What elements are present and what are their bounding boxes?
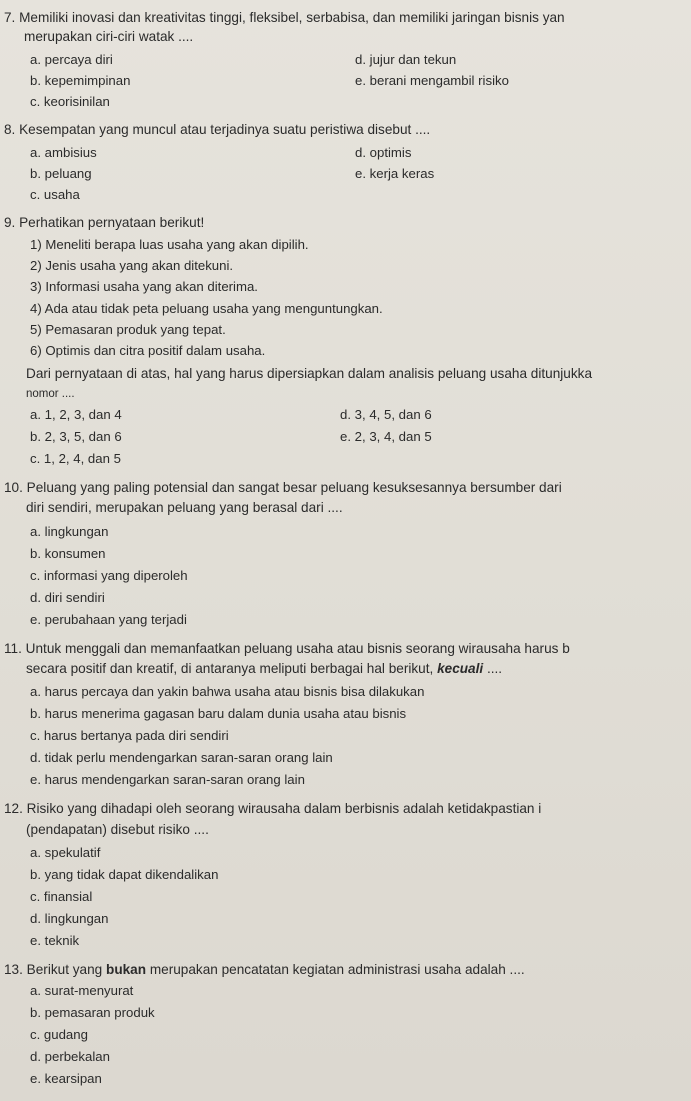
q9-option-e: e. 2, 3, 4, dan 5: [340, 429, 432, 444]
q13-option-e: e. kearsipan: [30, 1071, 102, 1086]
q7-option-c: c. keorisinilan: [30, 94, 110, 109]
q11-stem-ellipsis: ....: [483, 661, 503, 676]
q8-option-c: c. usaha: [30, 187, 80, 202]
q9-statement-5: 5) Pemasaran produk yang tepat.: [30, 322, 226, 337]
q7-option-a: a. percaya diri: [30, 52, 113, 67]
q9-option-c: c. 1, 2, 4, dan 5: [30, 451, 121, 466]
q10-option-c: c. informasi yang diperoleh: [30, 568, 188, 583]
q9-statement-1: 1) Meneliti berapa luas usaha yang akan dipilih.: [30, 237, 309, 252]
q12-stem-line2: (pendapatan) disebut risiko ....: [26, 822, 209, 837]
q13-stem-start: 13. Berikut yang: [4, 962, 107, 977]
q13-option-c: c. gudang: [30, 1027, 88, 1042]
q11-option-c: c. harus bertanya pada diri sendiri: [30, 728, 229, 743]
q8-option-a: a. ambisius: [30, 145, 97, 160]
q8-option-e: e. kerja keras: [355, 166, 435, 181]
q11-stem-line1: 11. Untuk menggali dan memanfaatkan peluang usaha atau bisnis seorang wirausaha harus b: [4, 641, 570, 656]
q10-stem-line1: 10. Peluang yang paling potensial dan sangat besar peluang kesuksesannya bersumber dari: [4, 480, 562, 495]
q13-stem: [4, 962, 525, 978]
q13-option-b: b. pemasaran produk: [30, 1005, 155, 1020]
q9-statement-4: 4) Ada atau tidak peta peluang usaha yang menguntungkan.: [30, 301, 383, 316]
q7-stem-line2: merupakan ciri-ciri watak ....: [24, 29, 194, 44]
q9-option-b: b. 2, 3, 5, dan 6: [30, 429, 122, 444]
q11-option-d: d. tidak perlu mendengarkan saran-saran orang lain: [30, 750, 333, 765]
q12-option-c: c. finansial: [30, 889, 93, 904]
q11-option-e: e. harus mendengarkan saran-saran orang lain: [30, 772, 305, 787]
q11-stem-text: secara positif dan kreatif, di antaranya meliputi berbagai hal berikut,: [26, 661, 438, 676]
q11-option-a: a. harus percaya dan yakin bahwa usaha atau bisnis bisa dilakukan: [30, 684, 425, 699]
q13-option-a: a. surat-menyurat: [30, 983, 134, 998]
q10-stem-line2: diri sendiri, merupakan peluang yang berasal dari ....: [26, 500, 343, 515]
q9-statement-2: 2) Jenis usaha yang akan ditekuni.: [30, 258, 234, 273]
q12-option-b: b. yang tidak dapat dikendalikan: [30, 867, 219, 882]
q9-question-line2: nomor ....: [26, 388, 75, 400]
q10-option-b: b. konsumen: [30, 546, 106, 561]
q8-option-b: b. peluang: [30, 166, 92, 181]
q13-option-d: d. perbekalan: [30, 1049, 110, 1064]
q8-stem: 8. Kesempatan yang muncul atau terjadinya suatu peristiwa disebut ....: [4, 122, 431, 137]
q9-stem: 9. Perhatikan pernyataan berikut!: [4, 215, 205, 230]
q11-stem-line2: [26, 661, 502, 677]
q13-bukan-emphasis: bukan: [106, 962, 147, 977]
q7-option-d: d. jujur dan tekun: [355, 52, 457, 67]
q12-option-e: e. teknik: [30, 933, 80, 948]
q10-option-d: d. diri sendiri: [30, 590, 105, 605]
q10-option-a: a. lingkungan: [30, 524, 109, 539]
q12-option-a: a. spekulatif: [30, 845, 101, 860]
q9-question-line1: Dari pernyataan di atas, hal yang harus dipersiapkan dalam analisis peluang usaha ditunjukka: [26, 366, 593, 381]
q12-stem-line1: 12. Risiko yang dihadapi oleh seorang wirausaha dalam berbisnis adalah ketidakpastian i: [4, 801, 542, 816]
q13-stem-end: merupakan pencatatan kegiatan administrasi usaha adalah ....: [146, 962, 525, 977]
q10-option-e: e. perubahaan yang terjadi: [30, 612, 187, 627]
q12-option-d: d. lingkungan: [30, 911, 109, 926]
q7-option-e: e. berani mengambil risiko: [355, 73, 509, 88]
q9-statement-6: 6) Optimis dan citra positif dalam usaha.: [30, 343, 266, 358]
q7-stem-line1: 7. Memiliki inovasi dan kreativitas tinggi, fleksibel, serbabisa, dan memiliki jaringan bisnis yan: [4, 10, 565, 25]
q11-kecuali-emphasis: kecuali: [437, 661, 484, 676]
q9-option-a: a. 1, 2, 3, dan 4: [30, 407, 122, 422]
q11-option-b: b. harus menerima gagasan baru dalam dunia usaha atau bisnis: [30, 706, 407, 721]
q7-option-b: b. kepemimpinan: [30, 73, 131, 88]
q8-option-d: d. optimis: [355, 145, 412, 160]
q9-option-d: d. 3, 4, 5, dan 6: [340, 407, 432, 422]
q9-statement-3: 3) Informasi usaha yang akan diterima.: [30, 279, 258, 294]
